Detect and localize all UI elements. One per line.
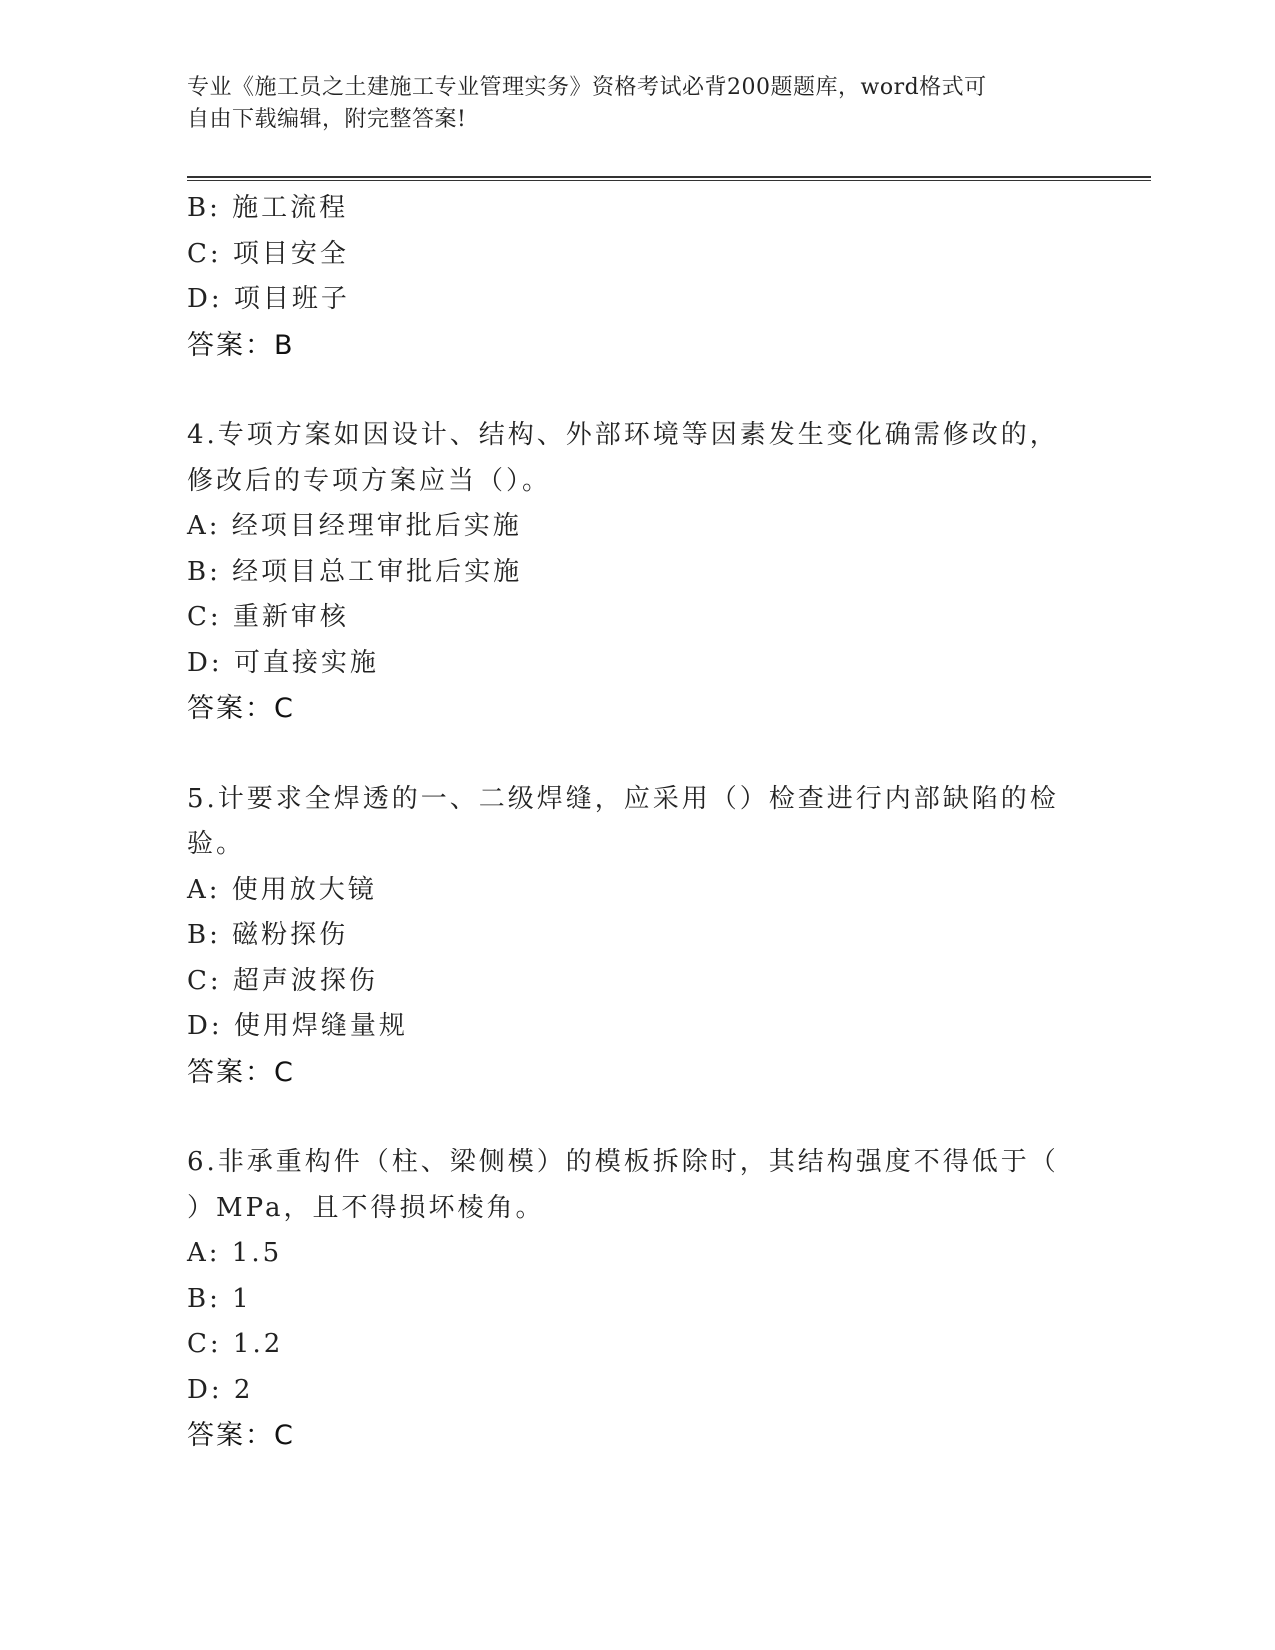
spacer xyxy=(187,732,1087,777)
option-c: C: 超声波探伤 xyxy=(187,965,378,996)
answer: 答案：C xyxy=(187,1056,295,1088)
answer: 答案：B xyxy=(187,329,295,361)
question-stem-line-1: 6.非承重构件（柱、梁侧模）的模板拆除时，其结构强度不得低于（ xyxy=(187,1147,1059,1177)
option-c: C: 1.2 xyxy=(187,1329,284,1359)
question-stem-line-2: ）MPa，且不得损坏棱角。 xyxy=(187,1192,545,1223)
question-stem-line-1: 4.专项方案如因设计、结构、外部环境等因素发生变化确需修改的， xyxy=(187,420,1059,450)
option-b: B: 施工流程 xyxy=(187,193,349,223)
option-a: A: 1.5 xyxy=(187,1238,283,1268)
option-b: B: 1 xyxy=(187,1283,252,1314)
option-b: B: 磁粉探伤 xyxy=(187,920,349,950)
spacer xyxy=(187,368,1087,413)
option-d: D: 可直接实施 xyxy=(187,647,379,678)
option-c: C: 重新审核 xyxy=(187,602,349,632)
header-line-2: 自由下载编辑，附完整答案! xyxy=(187,107,467,132)
option-b: B: 经项目总工审批后实施 xyxy=(187,556,523,587)
question-list xyxy=(187,186,1087,1459)
answer: 答案：C xyxy=(187,693,295,724)
option-d: D: 项目班子 xyxy=(187,284,350,314)
header-divider xyxy=(187,176,1151,181)
option-c: C: 项目安全 xyxy=(187,238,349,269)
question-4 xyxy=(187,413,1087,732)
question-stem-line-1: 5.计要求全焊透的一、二级焊缝，应采用（）检查进行内部缺陷的检 xyxy=(187,783,1059,814)
document-header xyxy=(187,72,1067,136)
option-a: A: 使用放大镜 xyxy=(187,874,377,905)
option-d: D: 2 xyxy=(187,1374,254,1405)
question-6 xyxy=(187,1140,1087,1459)
question-stem-line-2: 验。 xyxy=(187,829,246,859)
spacer xyxy=(187,1095,1087,1140)
header-line-1: 专业《施工员之土建施工专业管理实务》资格考试必背200题题库，word格式可 xyxy=(187,75,987,100)
question-5 xyxy=(187,777,1087,1096)
option-a: A: 经项目经理审批后实施 xyxy=(187,511,522,541)
question-3 xyxy=(187,186,1087,368)
question-stem-line-2: 修改后的专项方案应当（）。 xyxy=(187,465,552,496)
answer: 答案：C xyxy=(187,1420,295,1451)
option-d: D: 使用焊缝量规 xyxy=(187,1011,408,1041)
